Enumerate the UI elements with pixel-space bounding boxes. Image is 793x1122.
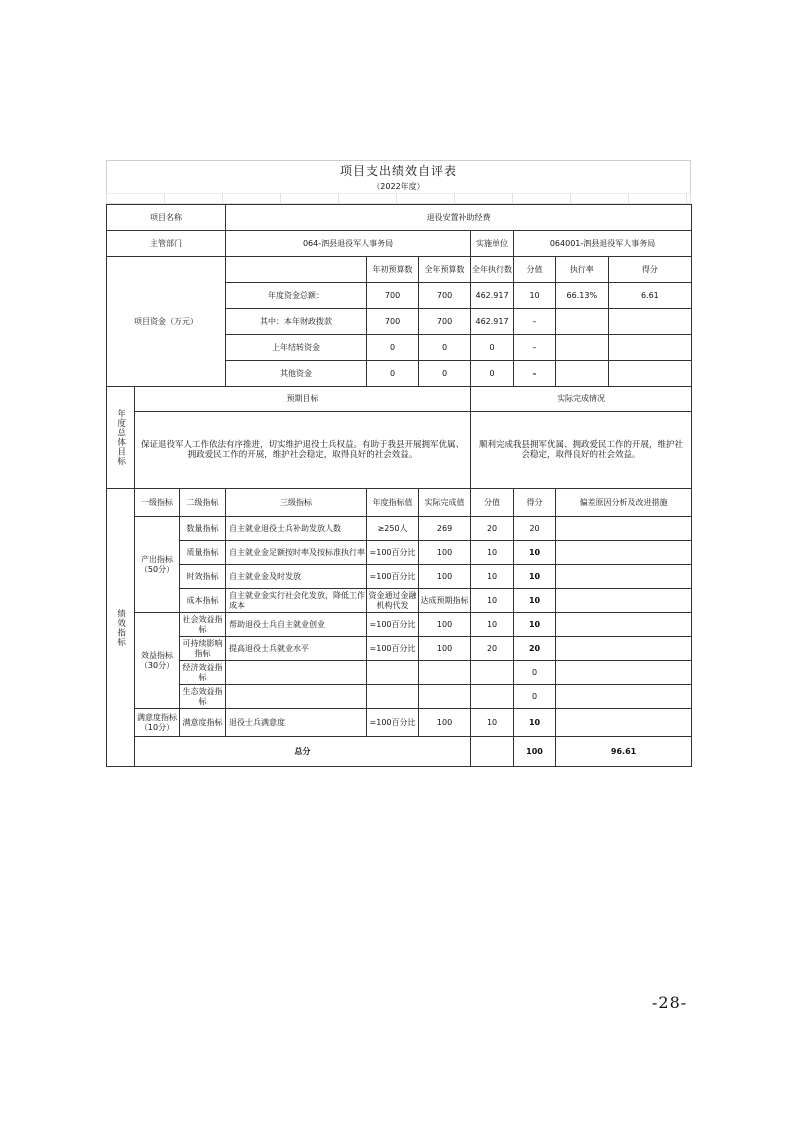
indicator-target xyxy=(367,685,419,709)
funds-row-rate-score xyxy=(556,283,692,309)
indicator-score: 10 xyxy=(514,541,556,565)
funds-header-rate-score xyxy=(556,257,692,283)
indicator-header-l3: 三级指标 xyxy=(226,489,367,517)
indicator-target: =100百分比 xyxy=(367,709,419,737)
indicator-actual: 100 xyxy=(419,541,471,565)
funds-row-rate-score xyxy=(556,361,692,387)
funds-row-score-value: 10 xyxy=(514,283,556,309)
indicator-score: 0 xyxy=(514,661,556,685)
indicator-score: 10 xyxy=(514,565,556,589)
indicator-l3: 退役士兵满意度 xyxy=(226,709,367,737)
total-row xyxy=(107,737,692,767)
indicator-score: 10 xyxy=(514,613,556,637)
indicator-deviation xyxy=(556,517,692,541)
indicator-value xyxy=(471,685,514,709)
funds-row-name: 其他资金 xyxy=(226,361,367,387)
indicator-deviation xyxy=(556,709,692,737)
project-name-value: 退役安置补助经费 xyxy=(226,205,692,231)
indicator-score: 10 xyxy=(514,589,556,613)
funds-row-initial: 700 xyxy=(367,283,419,309)
project-name-label: 项目名称 xyxy=(107,205,226,231)
indicator-value: 10 xyxy=(471,589,514,613)
table-title: 项目支出绩效自评表 xyxy=(106,160,691,181)
indicator-actual: 100 xyxy=(419,637,471,661)
indicator-actual: 269 xyxy=(419,517,471,541)
department-row xyxy=(107,231,692,257)
indicator-row xyxy=(107,589,692,613)
goal-expected-text: 保证退役军人工作依法有序推进，切实维护退役士兵权益。有助于我县开展拥军优属、拥政爱民工作的开展，维护社会稳定，取得良好的社会效益。 xyxy=(135,412,471,489)
indicator-row xyxy=(107,613,692,637)
indicator-label: 绩效指标 xyxy=(107,489,135,767)
indicator-header-score: 得分 xyxy=(514,489,556,517)
funds-header-initial: 年初预算数 xyxy=(367,257,419,283)
funds-row-initial: 0 xyxy=(367,335,419,361)
indicator-header-l1: 一级指标 xyxy=(135,489,180,517)
indicator-row xyxy=(107,709,692,737)
indicator-deviation xyxy=(556,661,692,685)
funds-header-annual: 全年预算数 xyxy=(419,257,471,283)
indicator-value: 10 xyxy=(471,541,514,565)
indicator-l2: 时效指标 xyxy=(180,565,226,589)
indicator-l3 xyxy=(226,661,367,685)
funds-row-executed: 462.917 xyxy=(471,283,514,309)
funds-row-score xyxy=(609,335,692,360)
indicator-l2: 成本指标 xyxy=(180,589,226,613)
goal-actual-label: 实际完成情况 xyxy=(471,387,692,412)
funds-row-score-value: – xyxy=(514,361,556,387)
total-value: 100 xyxy=(514,737,556,767)
indicator-target: =100百分比 xyxy=(367,637,419,661)
indicator-target xyxy=(367,661,419,685)
funds-row-initial: 700 xyxy=(367,309,419,335)
department-value: 064-泗县退役军人事务局 xyxy=(226,231,471,257)
funds-row-name: 其中：本年财政拨款 xyxy=(226,309,367,335)
goal-expected-label: 预期目标 xyxy=(135,387,471,412)
funds-header-blank xyxy=(226,257,367,283)
funds-row-rate xyxy=(556,309,609,334)
indicator-value: 10 xyxy=(471,613,514,637)
funds-row-rate: 66.13% xyxy=(556,283,609,308)
funds-row-score-value: – xyxy=(514,309,556,335)
indicator-deviation xyxy=(556,613,692,637)
indicator-target: 资金通过金融机构代发 xyxy=(367,589,419,613)
indicator-actual: 100 xyxy=(419,709,471,737)
indicator-row xyxy=(107,685,692,709)
indicator-l3: 自主就业金实行社会化发放，降低工作成本 xyxy=(226,589,367,613)
indicator-l2: 生态效益指标 xyxy=(180,685,226,709)
indicator-target: ≥250人 xyxy=(367,517,419,541)
indicator-actual: 达成预期指标 xyxy=(419,589,471,613)
department-label: 主管部门 xyxy=(107,231,226,257)
indicator-l3: 帮助退役士兵自主就业创业 xyxy=(226,613,367,637)
funds-row-name: 上年结转资金 xyxy=(226,335,367,361)
indicator-actual: 100 xyxy=(419,613,471,637)
indicator-value: 10 xyxy=(471,565,514,589)
indicator-header-target: 年度指标值 xyxy=(367,489,419,517)
indicator-row xyxy=(107,541,692,565)
indicator-row xyxy=(107,637,692,661)
indicator-group-name: 满意度指标（10分） xyxy=(135,709,180,737)
indicator-header-actual: 实际完成值 xyxy=(419,489,471,517)
funds-row-score xyxy=(609,361,692,386)
indicator-value: 10 xyxy=(471,709,514,737)
total-score: 96.61 xyxy=(556,737,692,767)
indicator-l3 xyxy=(226,685,367,709)
indicator-l2: 数量指标 xyxy=(180,517,226,541)
self-evaluation-table xyxy=(106,204,692,767)
indicator-deviation xyxy=(556,637,692,661)
indicator-deviation xyxy=(556,565,692,589)
funds-row-rate-score xyxy=(556,309,692,335)
indicator-actual: 100 xyxy=(419,565,471,589)
impl-unit-label: 实施单位 xyxy=(471,231,514,257)
indicator-group-name: 效益指标（30分） xyxy=(135,613,180,709)
indicator-value: 20 xyxy=(471,637,514,661)
indicator-score: 0 xyxy=(514,685,556,709)
goal-label: 年度总体目标 xyxy=(107,387,135,489)
indicator-target: =100百分比 xyxy=(367,541,419,565)
funds-row-rate xyxy=(556,335,609,360)
indicator-score: 20 xyxy=(514,517,556,541)
indicator-row xyxy=(107,565,692,589)
indicator-score: 20 xyxy=(514,637,556,661)
project-name-row xyxy=(107,205,692,231)
goal-actual-text: 顺利完成我县拥军优属、拥政爱民工作的开展，维护社会稳定，取得良好的社会效益。 xyxy=(471,412,692,489)
funds-label: 项目资金（万元） xyxy=(107,257,226,387)
indicator-l3: 自主就业退役士兵补助发放人数 xyxy=(226,517,367,541)
indicator-target: =100百分比 xyxy=(367,613,419,637)
indicator-target: =100百分比 xyxy=(367,565,419,589)
indicator-header-value: 分值 xyxy=(471,489,514,517)
indicator-l2: 质量指标 xyxy=(180,541,226,565)
funds-header-score-value: 分值 xyxy=(514,257,556,283)
indicator-value xyxy=(471,661,514,685)
funds-row-annual: 700 xyxy=(419,283,471,309)
funds-row-annual: 0 xyxy=(419,361,471,387)
indicator-header-row xyxy=(107,489,692,517)
funds-row-executed: 0 xyxy=(471,361,514,387)
funds-row-rate xyxy=(556,361,609,386)
indicator-l3: 自主就业金足额按时率及按标准执行率 xyxy=(226,541,367,565)
indicator-header-deviation: 偏差原因分析及改进措施 xyxy=(556,489,692,517)
indicator-l2: 社会效益指标 xyxy=(180,613,226,637)
indicator-header-l2: 二级指标 xyxy=(180,489,226,517)
indicator-score: 10 xyxy=(514,709,556,737)
indicator-l2: 可持续影响指标 xyxy=(180,637,226,661)
funds-row-annual: 700 xyxy=(419,309,471,335)
funds-row-name: 年度资金总额： xyxy=(226,283,367,309)
evaluation-sheet xyxy=(106,160,691,767)
indicator-actual xyxy=(419,661,471,685)
goal-header-row xyxy=(107,387,692,412)
spreadsheet-gridline-row xyxy=(106,193,691,204)
indicator-actual xyxy=(419,685,471,709)
indicator-l3: 提高退役士兵就业水平 xyxy=(226,637,367,661)
indicator-deviation xyxy=(556,541,692,565)
table-year: （2022年度） xyxy=(106,181,691,193)
funds-header-rate: 执行率 xyxy=(556,257,609,282)
indicator-l3: 自主就业金及时发放 xyxy=(226,565,367,589)
goal-content-row xyxy=(107,412,692,489)
funds-row-score-value: – xyxy=(514,335,556,361)
funds-row-annual: 0 xyxy=(419,335,471,361)
indicator-row xyxy=(107,661,692,685)
funds-row-score xyxy=(609,309,692,334)
funds-row-initial: 0 xyxy=(367,361,419,387)
impl-unit-value: 064001-泗县退役军人事务局 xyxy=(514,231,692,257)
funds-header-executed: 全年执行数 xyxy=(471,257,514,283)
total-blank xyxy=(471,737,514,767)
total-label: 总分 xyxy=(135,737,471,767)
funds-header-row xyxy=(107,257,692,283)
funds-header-score: 得分 xyxy=(641,264,658,274)
page-number: -28- xyxy=(652,993,688,1012)
funds-row-score: 6.61 xyxy=(640,290,659,300)
indicator-deviation xyxy=(556,685,692,709)
indicator-l2: 满意度指标 xyxy=(180,709,226,737)
funds-row-executed: 462.917 xyxy=(471,309,514,335)
indicator-deviation xyxy=(556,589,692,613)
indicator-row xyxy=(107,517,692,541)
indicator-l2: 经济效益指标 xyxy=(180,661,226,685)
funds-row-executed: 0 xyxy=(471,335,514,361)
indicator-group-name: 产出指标（50分） xyxy=(135,517,180,613)
funds-row-rate-score xyxy=(556,335,692,361)
indicator-value: 20 xyxy=(471,517,514,541)
